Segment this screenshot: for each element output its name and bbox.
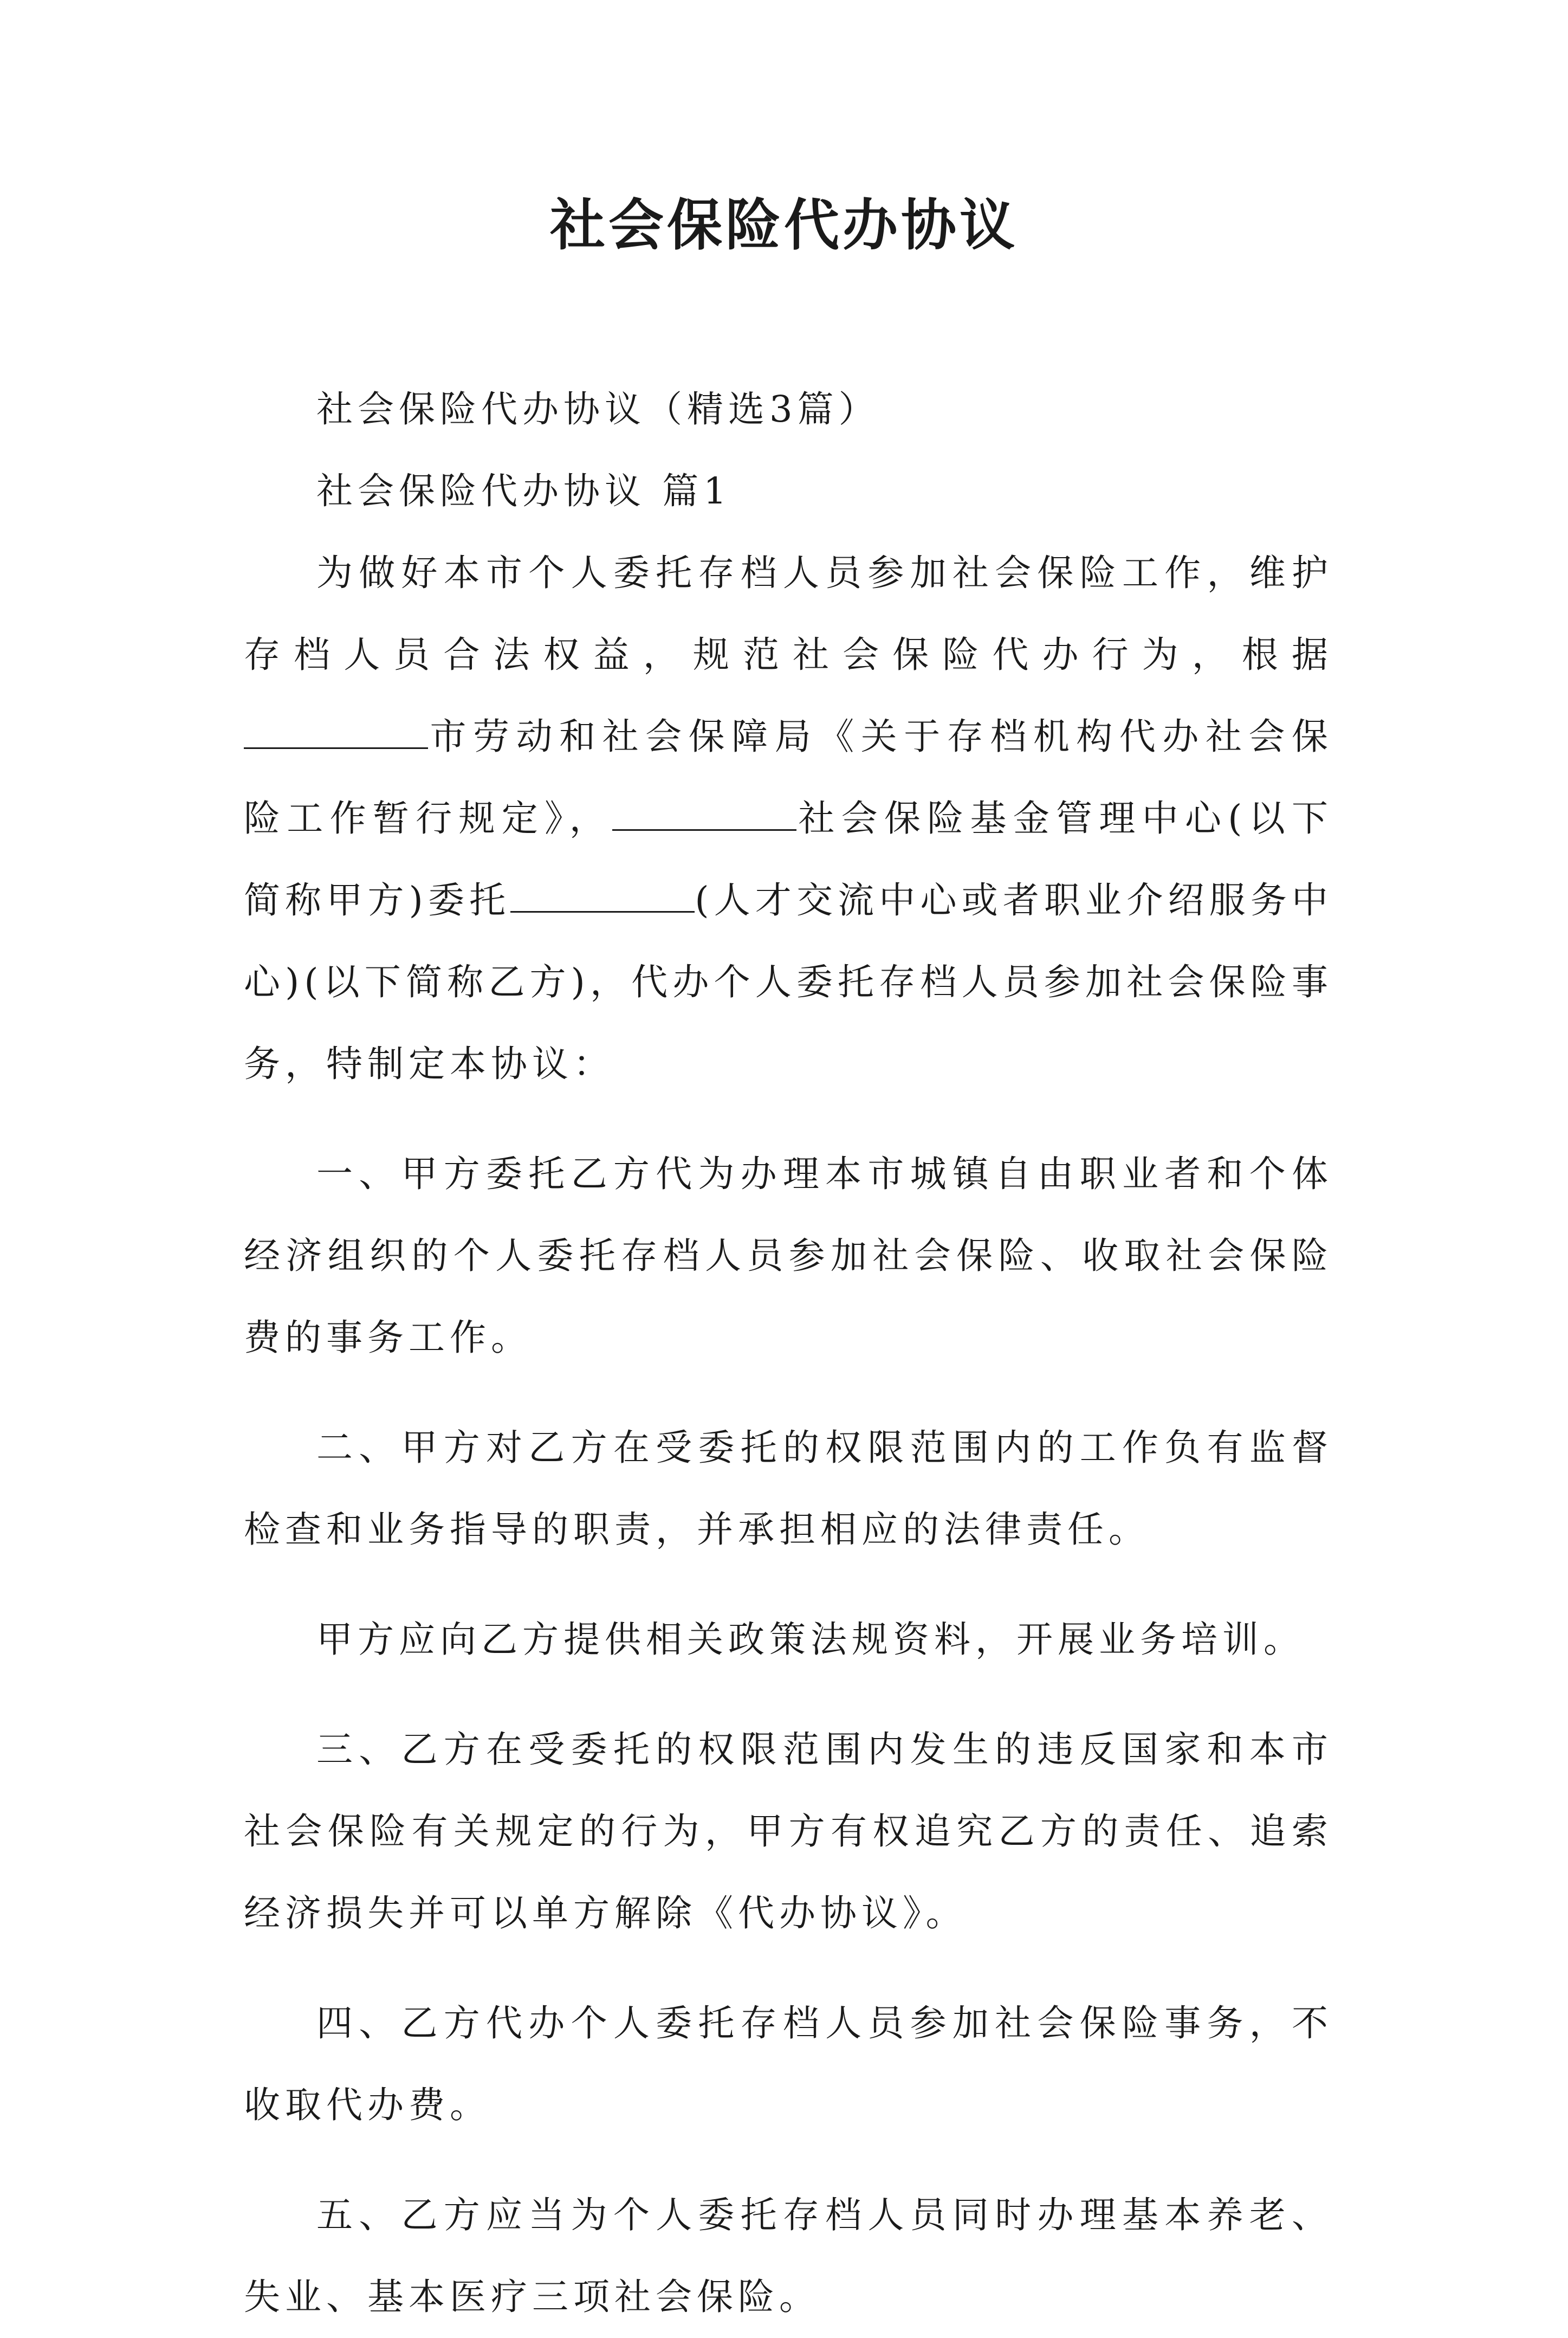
intro-text-4: (人才交流中心或者职业介绍服务中心)(以下简称乙方)，代办个人委托存档人员参加社会保险事务，特制定本协议： <box>244 879 1333 1085</box>
document-subtitle: 社会保险代办协议（精选3篇） <box>316 388 880 430</box>
clause-2-note: 甲方应向乙方提供相关政策法规资料，开展业务培训。 <box>316 1618 1305 1661</box>
intro-text-3: 社会保险基金管理中心(以下简称甲方)委托 <box>244 797 1333 921</box>
intro-paragraph <box>244 532 1333 1105</box>
fill-in-blank-city <box>244 715 428 749</box>
fill-in-blank-agency <box>510 879 695 913</box>
clause-3: 三、乙方在受委托的权限范围内发生的违反国家和本市社会保险有关规定的行为，甲方有权追究乙方的责任、追索经济损失并可以单方解除《代办协议》。 <box>244 1728 1333 1934</box>
document-body <box>244 369 1333 2338</box>
clause-1: 一、甲方委托乙方代为办理本市城镇自由职业者和个体经济组织的个人委托存档人员参加社会保险、收取社会保险费的事务工作。 <box>244 1153 1333 1359</box>
clause-5: 五、乙方应当为个人委托存档人员同时办理基本养老、失业、基本医疗三项社会保险。 <box>244 2194 1333 2318</box>
intro-text-2: 市劳动和社会保障局《关于存档机构代办社会保险工作暂行规定》， <box>244 715 1333 839</box>
intro-text-1: 为做好本市个人委托存档人员参加社会保险工作，维护存档人员合法权益，规范社会保险代办行为，根据 <box>244 552 1333 676</box>
clause-2: 二、甲方对乙方在受委托的权限范围内的工作负有监督检查和业务指导的职责，并承担相应的法律责任。 <box>244 1426 1333 1551</box>
fill-in-blank-fund-center <box>612 797 796 831</box>
section-heading: 社会保险代办协议 篇1 <box>316 470 731 512</box>
clause-4: 四、乙方代办个人委托存档人员参加社会保险事务，不收取代办费。 <box>244 2002 1333 2126</box>
document-title: 社会保险代办协议 <box>550 193 1018 258</box>
